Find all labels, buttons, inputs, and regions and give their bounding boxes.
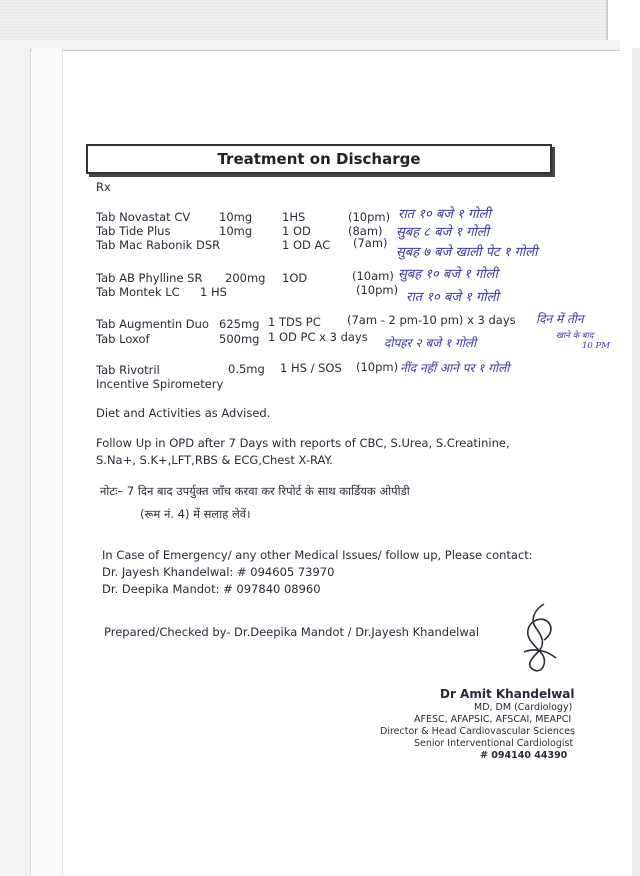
- med-frequency: 1 TDS PC: [268, 315, 321, 329]
- med-time: (8am): [348, 224, 383, 238]
- med-name: Tab Novastat CV: [96, 210, 191, 224]
- med-handwritten-note: सुबह १० बजे १ गोली: [398, 267, 498, 282]
- paper-underneath-edge: [0, 40, 620, 51]
- doctor-degree: MD, DM (Cardiology): [474, 702, 573, 713]
- med-name: Tab Montek LC: [96, 285, 180, 299]
- med-frequency: 1 OD PC x 3 days: [268, 330, 368, 344]
- med-frequency: 1 HS: [200, 285, 227, 299]
- med-name: Tab Tide Plus: [96, 224, 171, 238]
- med-handwritten-note: दिन में तीन: [536, 312, 584, 326]
- med-handwritten-note: सुबह ८ बजे १ गोली: [396, 225, 490, 240]
- doctor-role-2: Senior Interventional Cardiologist: [414, 738, 574, 749]
- med-name: Tab Rivotril: [96, 363, 160, 377]
- med-time: (7am - 2 pm-10 pm) x 3 days: [347, 313, 516, 327]
- doctor-signature: [516, 600, 562, 678]
- med-time: (7am): [353, 236, 388, 250]
- med-frequency: 1 OD AC: [282, 238, 331, 252]
- med-handwritten-note: सुबह ७ बजे खाली पेट १ गोली: [396, 245, 538, 260]
- prepared-by: Prepared/Checked by- Dr.Deepika Mandot / Dr.Jayesh Khandelwal: [104, 625, 480, 639]
- paper-right-edge: [632, 48, 640, 876]
- paper-left-fold: [32, 48, 63, 876]
- med-handwritten-note: दोपहर २ बजे १ गोली: [384, 336, 477, 350]
- med-time: (10am): [352, 269, 394, 283]
- doctor-fellowships: AFESC, AFAPSIC, AFSCAI, MEAPCI: [414, 714, 572, 725]
- doctor-role-1: Director & Head Cardiovascular Sciences: [380, 726, 575, 737]
- med-dose: 10mg: [219, 224, 253, 238]
- med-handwritten-note: रात १० बजे १ गोली: [406, 290, 499, 305]
- med-frequency: 1 OD: [282, 224, 311, 238]
- med-time: (10pm): [356, 360, 399, 374]
- med-frequency: 1HS: [282, 210, 306, 224]
- paper-left-edge: [0, 48, 31, 876]
- hindi-note-line-2: (रूम नं. 4) में सलाह लेवें।: [140, 507, 251, 521]
- med-name: Tab Mac Rabonik DSR: [96, 238, 221, 252]
- contact-2: Dr. Deepika Mandot: # 097840 08960: [102, 582, 321, 596]
- doctor-phone: # 094140 44390: [480, 750, 568, 761]
- rx-label: Rx: [96, 180, 111, 194]
- incentive-spirometry: Incentive Spirometery: [96, 377, 224, 391]
- med-dose: 0.5mg: [228, 362, 265, 376]
- section-title-text: Treatment on Discharge: [217, 150, 421, 168]
- handwritten-extra-a: खाने के बाद: [556, 331, 594, 341]
- med-dose: 200mg: [225, 271, 266, 285]
- hindi-note-line-1: नोटः– 7 दिन बाद उपर्युक्त जाँच करवा कर रिपोर्ट के साथ कार्डियक ओपीडी: [100, 484, 410, 498]
- med-handwritten-note: नींद नहीं आने पर १ गोली: [400, 361, 510, 375]
- med-frequency: 1OD: [282, 271, 308, 285]
- emergency-contact-heading: In Case of Emergency/ any other Medical Issues/ follow up, Please contact:: [102, 548, 533, 562]
- section-title: [86, 144, 552, 174]
- med-time: (10pm): [348, 210, 391, 224]
- diet-advice: Diet and Activities as Advised.: [96, 406, 271, 420]
- med-time: (10pm): [356, 283, 399, 297]
- med-dose: 10mg: [219, 210, 253, 224]
- med-name: Tab AB Phylline SR: [96, 271, 203, 285]
- followup-line-2: S.Na+, S.K+,LFT,RBS & ECG,Chest X-RAY.: [96, 453, 333, 467]
- med-name: Tab Loxof: [96, 332, 150, 346]
- doctor-name: Dr Amit Khandelwal: [440, 687, 575, 701]
- handwritten-extra-b: 10 PM: [582, 341, 610, 351]
- followup-line-1: Follow Up in OPD after 7 Days with reports of CBC, S.Urea, S.Creatinine,: [96, 436, 510, 450]
- med-handwritten-note: रात १० बजे १ गोली: [398, 207, 491, 222]
- med-frequency: 1 HS / SOS: [280, 361, 342, 375]
- med-dose: 625mg: [219, 317, 260, 331]
- med-dose: 500mg: [219, 332, 260, 346]
- med-name: Tab Augmentin Duo: [96, 317, 209, 331]
- contact-1: Dr. Jayesh Khandelwal: # 094605 73970: [102, 565, 335, 579]
